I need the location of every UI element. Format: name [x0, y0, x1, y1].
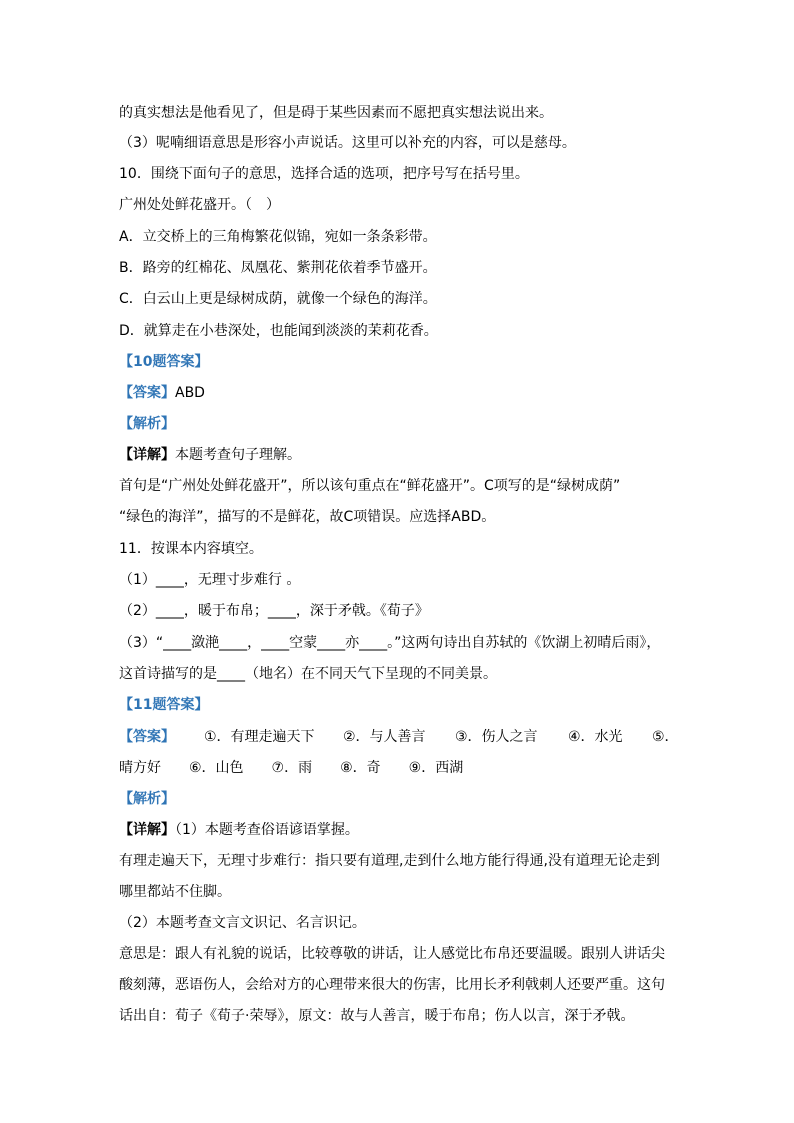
answer-item-2: ②．与人善言: [343, 729, 426, 745]
paragraph-text: 首句是“广州处处鲜花盛开”，所以该句重点在“鲜花盛开”。C项写的是“绿树成荫”: [119, 478, 621, 494]
detail-tag: 【详解】: [119, 822, 175, 838]
blank-3-cont: 这首诗描写的是____（地名）在不同天气下呈现的不同美景。: [119, 666, 497, 682]
answer-10: [119, 383, 205, 403]
question-10-sentence: 广州处处鲜花盛开。（ ）: [119, 197, 280, 213]
detail-11: [119, 820, 359, 840]
paragraph-text: 哪里都站不住脚。: [119, 884, 231, 900]
paragraph-text: 的真实想法是他看见了，但是碍于某些因素而不愿把真实想法说出来。: [119, 105, 553, 121]
answer-heading-11: 【11题答案】: [119, 697, 209, 713]
answer-item-1: ①．有理走遍天下: [204, 729, 315, 745]
answer-value: ABD: [175, 385, 205, 401]
answer-item-3: ③．伤人之言: [455, 729, 538, 745]
paragraph-text: 话出自：荀子《荀子·荣辱》，原文：故与人善言，暖于布帛；伤人以言，深于矛戟。: [119, 1008, 635, 1024]
detail-value: 本题考查句子理解。: [175, 447, 301, 463]
paragraph-text: 意思是：跟人有礼貌的说话，比较尊敬的讲话，让人感觉比布帛还要温暖。跟别人讲话尖: [119, 946, 665, 962]
analysis-heading: 【解析】: [119, 791, 175, 807]
paragraph-text: （2）本题考查文言文识记、名言识记。: [119, 915, 366, 931]
detail-10: [119, 445, 301, 465]
analysis-heading: 【解析】: [119, 416, 175, 432]
blank-2: （2）____，暖于布帛；____，深于矛戟。《荀子》: [119, 603, 429, 619]
question-10-stem: 10．围绕下面句子的意思，选择合适的选项，把序号写在括号里。: [119, 166, 529, 182]
option-c: C．白云山上更是绿树成荫，就像一个绿色的海洋。: [119, 291, 437, 307]
paragraph-text: 酸刻薄，恶语伤人，会给对方的心理带来很大的伤害，比用长矛利戟刺人还要严重。这句: [119, 977, 665, 993]
option-b: B．路旁的红棉花、凤凰花、紫荆花依着季节盛开。: [119, 260, 437, 276]
option-a: A．立交桥上的三角梅繁花似锦，宛如一条条彩带。: [119, 229, 437, 245]
blank-1: （1）____，无理寸步难行 。: [119, 572, 301, 588]
detail-value: （1）本题考查俗语谚语掌握。: [175, 822, 359, 838]
detail-tag: 【详解】: [119, 447, 175, 463]
answer-item-5: ⑤．: [652, 729, 679, 745]
paragraph-text: （3）呢喃细语意思是形容小声说话。这里可以补充的内容，可以是慈母。: [119, 135, 576, 151]
answer-item-4: ④．水光: [568, 729, 623, 745]
paragraph-text: 有理走遍天下，无理寸步难行：指只要有道理,走到什么地方能行得通,没有道理无论走到: [119, 853, 660, 869]
option-d: D．就算走在小巷深处，也能闻到淡淡的茉莉花香。: [119, 323, 438, 339]
answer-heading-10: 【10题答案】: [119, 354, 209, 370]
answer-items-cont: 晴方好 ⑥．山色 ⑦．雨 ⑧．奇 ⑨．西湖: [119, 760, 464, 776]
paragraph-text: “绿色的海洋”，描写的不是鲜花，故C项错误。应选择ABD。: [119, 509, 496, 525]
answer-tag: 【答案】: [119, 385, 175, 401]
answer-tag: 【答案】: [119, 729, 175, 745]
blank-3: （3）“____潋滟____，____空蒙____亦____。”这两句诗出自苏轼的《饮湖上初晴后雨》，: [119, 635, 661, 651]
question-11-stem: 11．按课本内容填空。: [119, 541, 263, 557]
